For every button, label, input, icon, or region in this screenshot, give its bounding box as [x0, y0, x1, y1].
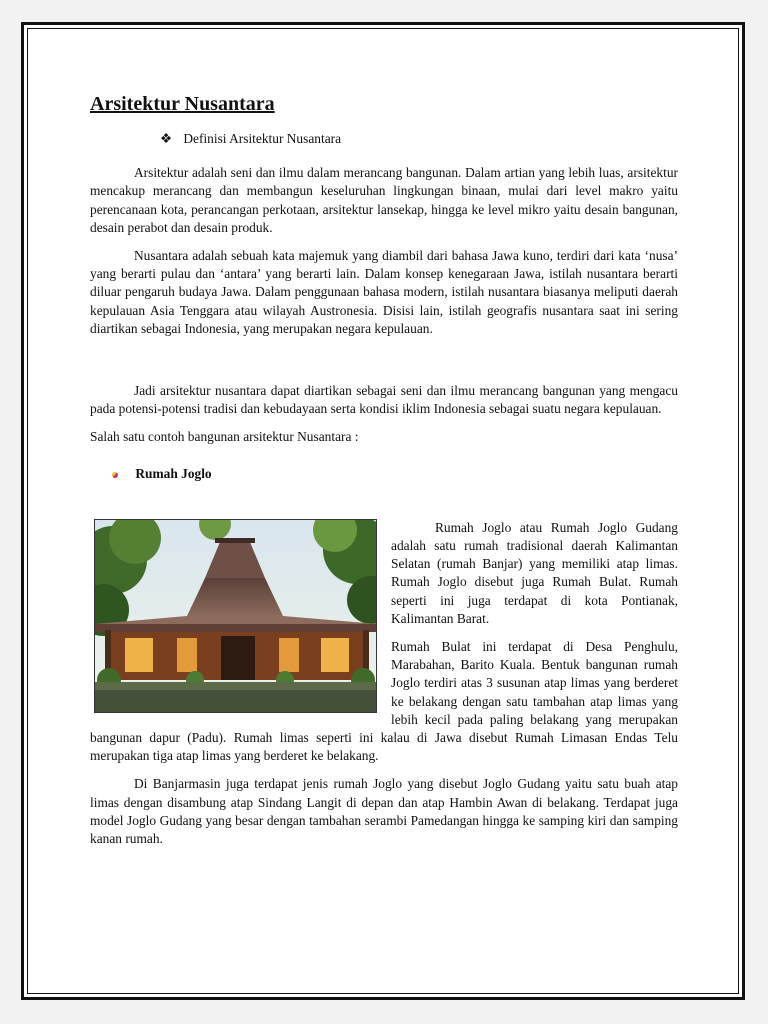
- document-title: Arsitektur Nusantara: [90, 93, 275, 115]
- subheading-text: Definisi Arsitektur Nusantara: [183, 131, 342, 146]
- paragraph-nusantara: Nusantara adalah sebuah kata majemuk yang diambil dari bahasa Jawa kuno, terdiri dari kata ‘nusa’ yang berarti pulau dan ‘antara’ yang berarti lain. Dalam konsep kenegaraan Jawa, istilah nusantara berarti diluar pengaruh budaya Jawa. Dalam penggunaan bahasa modern, istilah nusantara biasanya meliputi daerah kepulauan Asia Tenggara atau wilayah Austronesia. Disisi lain, istilah geografis nusantara saat ini sering diartikan sebagai Indonesia, yang merupakan negara kepulauan.: [90, 248, 678, 336]
- paragraph-kesimpulan: Jadi arsitektur nusantara dapat diartikan sebagai seni dan ilmu merancang bangunan yang mengacu pada potensi-potensi tradisi dan kebudayaan serta kondisi iklim Indonesia sebagai suatu negara kepulauan.: [90, 383, 678, 417]
- document-body: [90, 92, 678, 848]
- paragraph-contoh: Salah satu contoh bangunan arsitektur Nusantara :: [90, 429, 359, 445]
- list-item-label: Rumah Joglo: [135, 465, 212, 481]
- paragraph-joglo-bentuk: Rumah Bulat ini terdapat di Desa Penghulu, Marabahan, Barito Kuala. Bentuk bangunan rumah Joglo terdiri atas 3 susunan atap limas yang berderet ke belakang dengan satu tambahan atap limas yang lebih kecil pada paling belakang yang merupakan bangunan dapur (Padu). Rumah limas seperti ini kalau di Jawa disebut Rumah Limasan Endas Telu merupakan tiga atap limas yang berderet ke belakang.: [90, 639, 678, 764]
- diamond-bullet-icon: ❖: [160, 131, 173, 146]
- list-item-rumah-joglo: [112, 465, 678, 483]
- paragraph-arsitektur: Arsitektur adalah seni dan ilmu dalam merancang bangunan. Dalam artian yang lebih luas, arsitektur mencakup merancang dan membangun keseluruhan lingkungan binaan, mulai dari level makro yaitu perencanaan kota, perancangan perkotaan, arsitektur lansekap, hingga ke level mikro yaitu desain bangunan, desain perabot dan desain produk.: [90, 165, 678, 235]
- paragraph-joglo-definisi: Rumah Joglo atau Rumah Joglo Gudang adalah satu rumah tradisional daerah Kalimantan Selatan (rumah Banjar) yang memiliki atap limas. Rumah Joglo disebut juga Rumah Bulat. Rumah seperti ini juga terdapat di kota Pontianak, Kalimantan Barat.: [391, 519, 678, 626]
- joglo-house-image: [94, 519, 377, 713]
- paragraph-joglo-gudang: Di Banjarmasin juga terdapat jenis rumah Joglo yang disebut Joglo Gudang yaitu satu buah atap limas dengan disambung atap Sindang Langit di depan dan atap Hambin Awan di belakang. Terdapat juga model Joglo Gudang yang besar dengan tambahan serambi Pamedangan hingga ke samping kiri dan samping kanan rumah.: [90, 776, 678, 847]
- subheading: [160, 130, 678, 148]
- bullet-icon: [112, 472, 118, 478]
